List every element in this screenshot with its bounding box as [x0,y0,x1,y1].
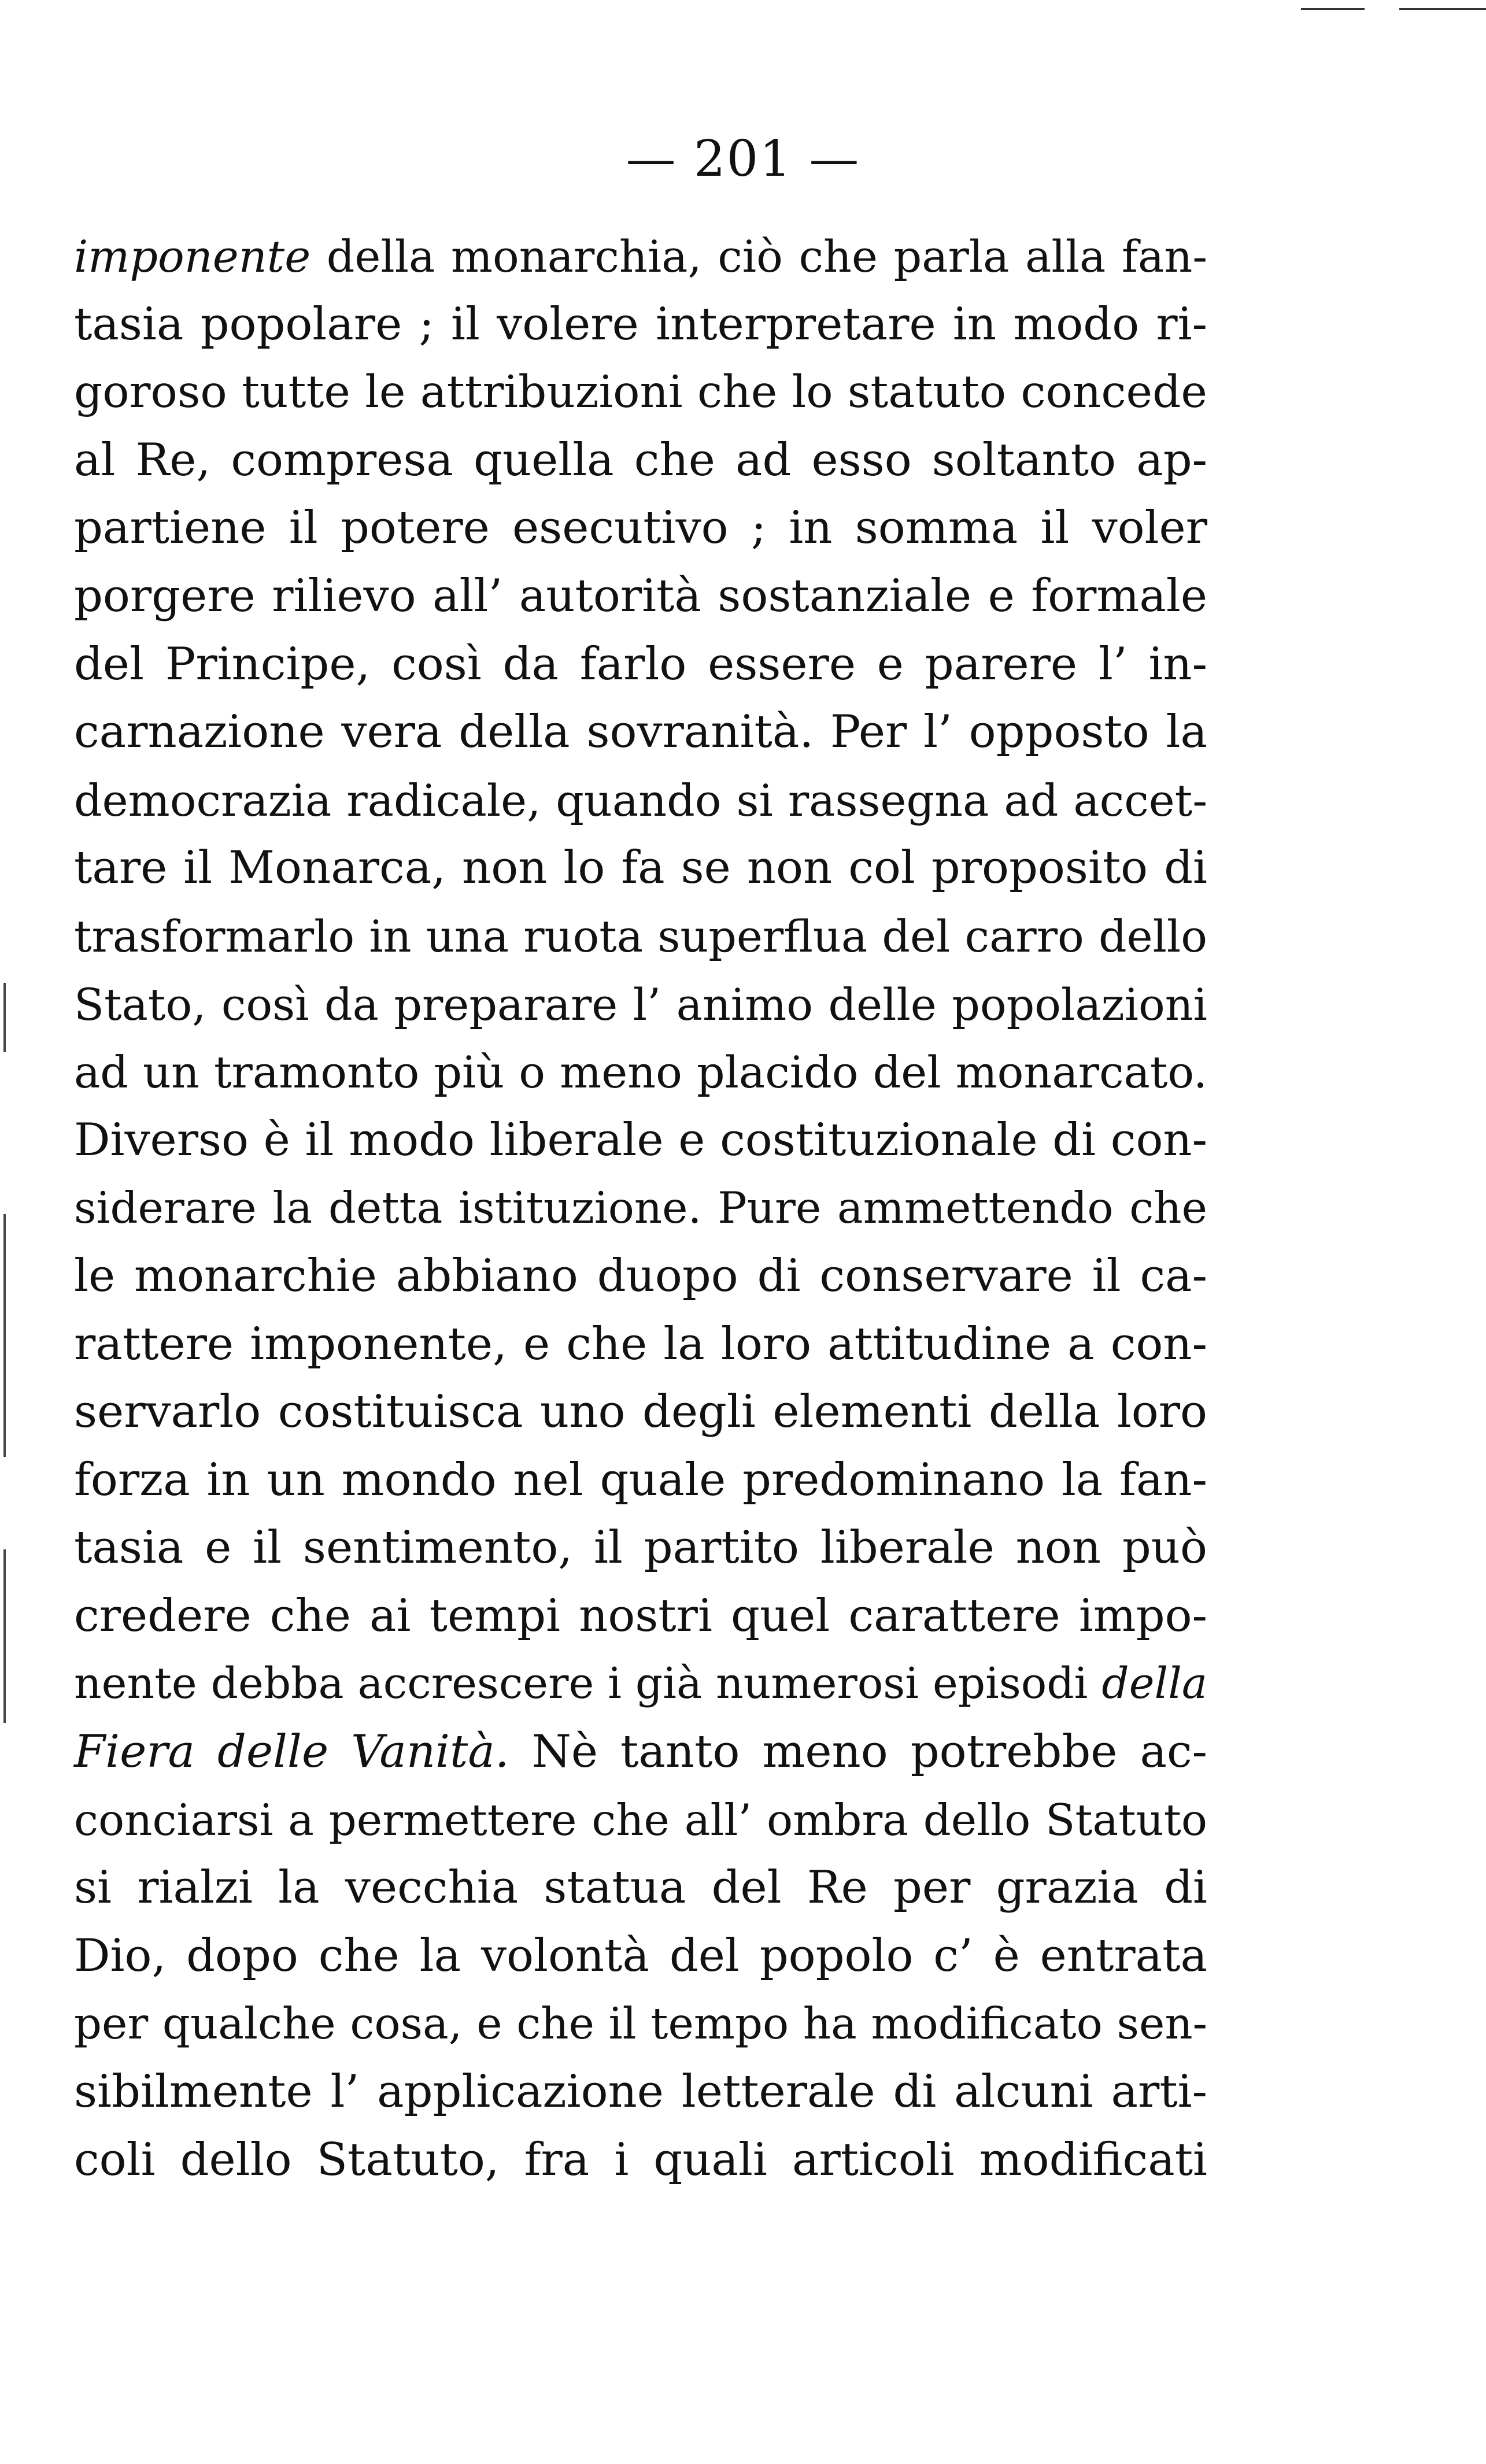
scan-edge-mark [1399,8,1486,10]
scan-margin-mark [3,1549,6,1723]
text-run: tasia e il sentimento, il partito liberale non può [74,1522,1207,1574]
text-run: Dio, dopo che la volontà del popolo c’ è entrata [74,1929,1207,1982]
text-run: goroso tutte le attribuzioni che lo statuto concede [74,367,1207,419]
text-line [74,1718,1207,1786]
text-run: Diverso è il modo liberale e costituzionale di con- [74,1113,1207,1166]
text-line [74,1311,1207,1379]
text-run: forza in un mondo nel quale predominano la fan- [74,1453,1207,1506]
italic-text: della [1101,1659,1207,1709]
text-line [74,1038,1207,1107]
text-line [74,563,1207,631]
text-line [74,1378,1207,1446]
italic-text: imponente [74,231,311,282]
text-run: nente debba accrescere i già numerosi episodi [74,1659,1102,1709]
text-line [74,834,1207,902]
text-run: ad un tramonto più o meno placido del monarcato. [74,1046,1207,1098]
text-line [74,1854,1207,1922]
text-line [74,223,1207,291]
page-number: — 201 — [626,130,860,188]
text-run: tasia popolare ; il volere interpretare in modo ri- [74,298,1207,350]
text-run: credere che ai tempi nostri quel carattere impo- [74,1589,1207,1642]
text-line [74,1990,1207,2058]
text-run: conciarsi a permettere che all’ ombra dello Statuto [74,1794,1207,1845]
text-run: al Re, compresa quella che ad esso soltanto ap- [74,434,1207,486]
text-line [74,971,1207,1039]
text-run: le monarchie abbiano duopo di conservare il ca- [74,1249,1207,1302]
text-line [74,2058,1207,2126]
text-line [74,1922,1207,1991]
text-run: rattere imponente, e che la loro attitudine a con- [74,1318,1207,1370]
text-line [74,1582,1207,1651]
text-line [74,1174,1207,1242]
text-run: Nè tanto meno potrebbe ac- [509,1726,1207,1778]
text-run: Stato, così da preparare l’ animo delle popolazioni [74,978,1207,1030]
text-line [74,2126,1207,2195]
text-run: carnazione vera della sovranità. Per l’ opposto la [74,706,1207,759]
text-run: coli dello Statuto, fra i quali articoli modificati [74,2133,1207,2186]
text-line [74,1107,1207,1175]
text-line [74,427,1207,495]
text-run: sibilmente l’ applicazione letterale di alcuni arti- [74,2066,1207,2118]
text-line [74,494,1207,563]
text-line [74,358,1207,427]
text-line [74,1786,1207,1855]
text-line [74,1446,1207,1515]
text-run: porgere rilievo all’ autorità sostanziale e formale [74,569,1207,622]
text-run: del Principe, così da farlo essere e parere l’ in- [74,638,1207,690]
text-run: trasformarlo in una ruota superflua del carro dello [74,910,1207,962]
text-line [74,698,1207,767]
text-line [74,1514,1207,1582]
text-run: partiene il potere esecutivo ; in somma il voler [74,502,1207,554]
italic-text: Fiera delle Vanità. [74,1726,509,1778]
text-run: siderare la detta istituzione. Pure ammettendo che [74,1182,1207,1234]
body-text [74,223,1207,2194]
text-line [74,631,1207,699]
scan-margin-mark [3,1214,6,1457]
scan-edge-mark [1301,8,1365,10]
text-line [74,902,1207,971]
text-run: tare il Monarca, non lo fa se non col proposito di [74,842,1207,894]
text-run: democrazia radicale, quando si rassegna ad accet- [74,774,1207,826]
text-line [74,291,1207,359]
text-line [74,767,1207,835]
text-run: della monarchia, ciò che parla alla fan- [310,231,1207,282]
scan-margin-mark [3,983,6,1052]
text-run: si rialzi la vecchia statua del Re per grazia di [74,1862,1207,1914]
text-line [74,1242,1207,1311]
text-run: per qualche cosa, e che il tempo ha modificato sen- [74,1998,1207,2049]
text-line [74,1650,1207,1718]
text-run: servarlo costituisca uno degli elementi della loro [74,1386,1207,1438]
